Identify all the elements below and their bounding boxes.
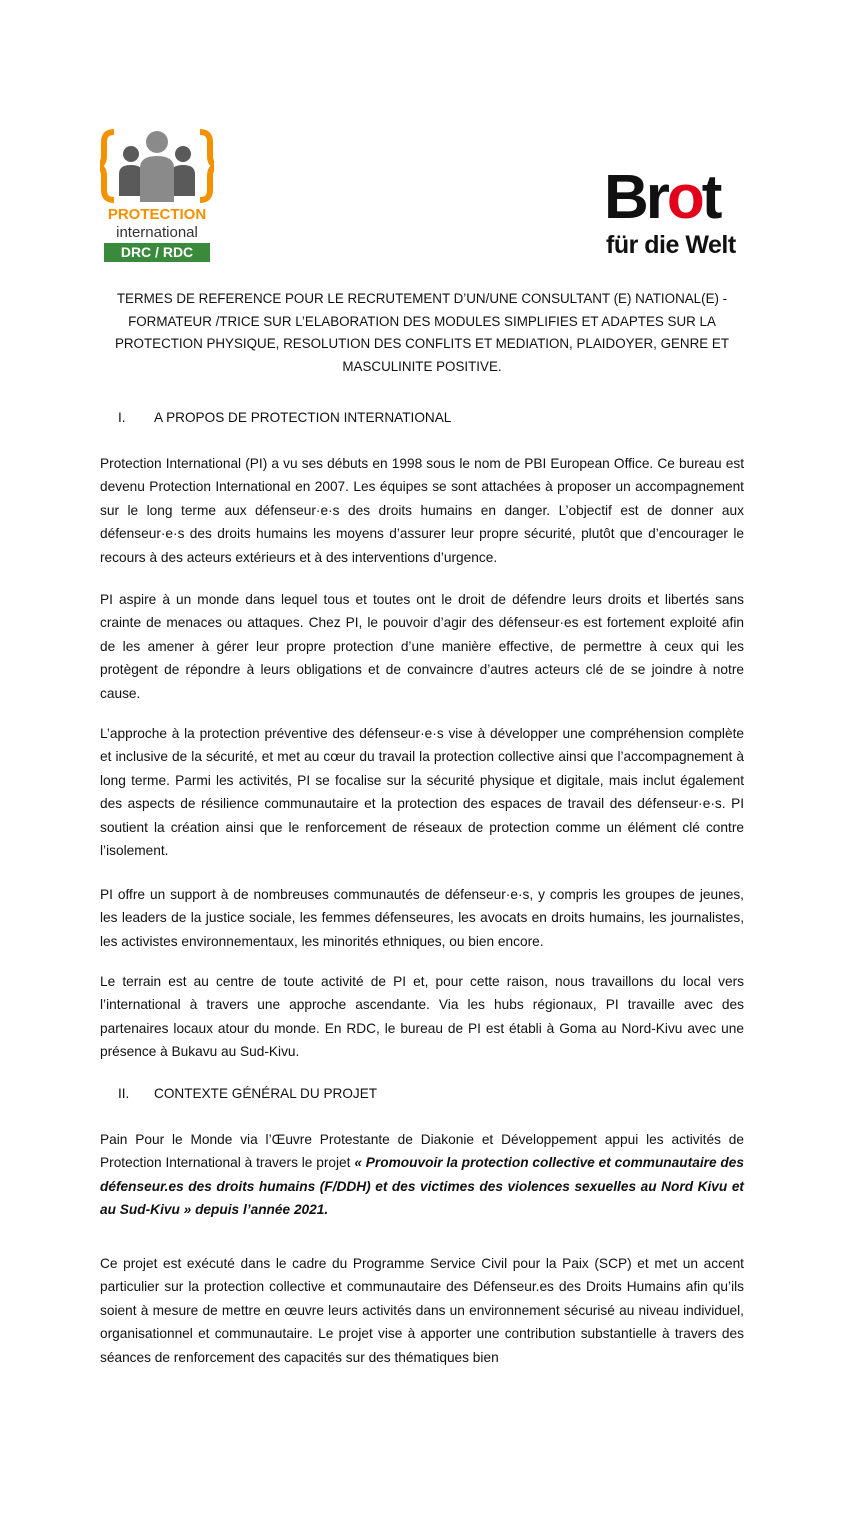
- brot-logo-part-a: Br: [604, 163, 667, 232]
- brot-logo-wordmark: [604, 164, 719, 232]
- section-number-2: II.: [118, 1086, 130, 1101]
- pi-logo-word-protection: PROTECTION: [107, 206, 207, 223]
- section-heading-1: [118, 408, 451, 428]
- paragraph-context-1-text: Pain Pour le Monde via l’Œuvre Protestante de Diakonie et Développement appui les activités de Protection International à travers le projet: [100, 1132, 744, 1171]
- brot-fur-die-welt-logo: [604, 163, 749, 266]
- paragraph-about-pi-2: PI aspire à un monde dans lequel tous et toutes ont le droit de défendre leurs droits et libertés sans crainte de menaces ou attaques. Chez PI, le pouvoir d’agir des défenseur·es est fortement exploité afin de les amener à gérer leur propre protection d’une manière effective, de permettre à ceux qui les protègent de répondre à leurs obligations et de convaincre d’autres acteurs clé de se joindre à notre cause.: [100, 592, 744, 701]
- paragraph-context-1: [100, 1128, 744, 1222]
- pi-logo-badge: DRC / RDC: [104, 243, 210, 262]
- section-title-2: CONTEXTE GÉNÉRAL DU PROJET: [154, 1086, 378, 1101]
- section-number-1: I.: [118, 410, 126, 425]
- pi-logo-word-international: international: [116, 224, 198, 241]
- paragraph-about-pi-4: PI offre un support à de nombreuses communautés de défenseur·e·s, y compris les groupes de jeunes, les leaders de la justice sociale, les femmes défenseures, les avocats en droits humains, les journalistes, les activistes environnementaux, les minorités ethniques, ou bien encore.: [100, 887, 744, 949]
- brot-logo-subtitle: für die Welt: [606, 231, 736, 259]
- paragraph-about-pi-1: Protection International (PI) a vu ses débuts en 1998 sous le nom de PBI European Office. Ce bureau est devenu Protection International en 2007. Les équipes se sont attachées à proposer un accompagnement sur le long terme aux défenseur·e·s des droits humains en danger. L’objectif est de donner aux défenseur·e·s des droits humains les moyens d’assurer leur propre sécurité, plutôt que d’encourager le recours à des acteurs extérieurs et à des interventions d’urgence.: [100, 456, 744, 565]
- brot-logo-part-o: o: [666, 163, 702, 232]
- document-title: TERMES DE REFERENCE POUR LE RECRUTEMENT D’UN/UNE CONSULTANT (E) NATIONAL(E) - FORMATEUR /TRICE SUR L’ELABORATION DES MODULES SIMPLIFIES ET ADAPTES SUR LA PROTECTION PHYSIQUE, RESOLUTION DES CONFLITS ET MEDIATION, PLAIDOYER, GENRE ET MASCULINITE POSITIVE.: [114, 291, 730, 374]
- protection-international-logo: [100, 126, 214, 266]
- brot-logo-part-b: t: [701, 163, 720, 232]
- paragraph-context-2: Ce projet est exécuté dans le cadre du Programme Service Civil pour la Paix (SCP) et met un accent particulier sur la protection collective et communautaire des Défenseur.es des Droits Humains afin qu’ils soient à mesure de mettre en œuvre leurs activités dans un environnement sécurisé au niveau individuel, organisationnel et communautaire. Le projet vise à apporter une contribution substantielle à travers des séances de renforcement des capacités sur des thématiques bien: [100, 1256, 744, 1365]
- paragraph-about-pi-3: L’approche à la protection préventive des défenseur·e·s vise à développer une compréhension complète et inclusive de la sécurité, et met au cœur du travail la protection collective ainsi que l’accompagnement à long terme. Parmi les activités, PI se focalise sur la sécurité physique et digitale, mais inclut également des aspects de résilience communautaire et la protection des espaces de travail des défenseur·e·s. PI soutient la création ainsi que le renforcement de réseaux de protection comme un élément clé contre l’isolement.: [100, 726, 744, 859]
- section-heading-2: [118, 1084, 377, 1104]
- paragraph-about-pi-5: Le terrain est au centre de toute activité de PI et, pour cette raison, nous travaillons du local vers l’international à travers une approche ascendante. Via les hubs régionaux, PI travaille avec des partenaires locaux atour du monde. En RDC, le bureau de PI est établi à Goma au Nord-Kivu avec une présence à Bukavu au Sud-Kivu.: [100, 974, 744, 1060]
- project-name-emphasis: « Promouvoir la protection collective et communautaire des défenseur.es des droits humains (F/DDH) et des victimes des violences sexuelles au Nord Kivu et au Sud-Kivu » depuis l’année 2021.: [100, 1155, 744, 1218]
- people-group-icon: [100, 126, 214, 206]
- section-title-1: A PROPOS DE PROTECTION INTERNATIONAL: [154, 410, 452, 425]
